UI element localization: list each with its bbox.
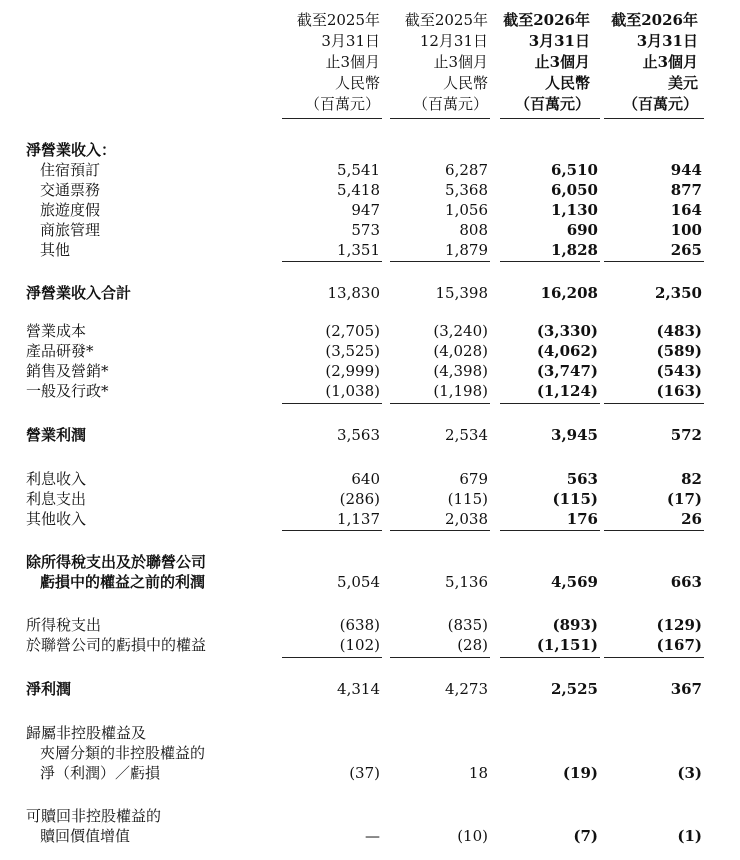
row-label: 利息支出 bbox=[26, 490, 87, 508]
value-cell: (19) bbox=[562, 764, 598, 782]
value-cell: 4,314 bbox=[337, 680, 380, 698]
value-cell: 4,273 bbox=[445, 680, 488, 698]
value-cell: (2,999) bbox=[325, 362, 380, 380]
value-cell: 1,137 bbox=[337, 510, 380, 528]
value-cell: 6,510 bbox=[551, 161, 598, 179]
value-cell: (163) bbox=[656, 382, 702, 400]
value-cell: (4,028) bbox=[433, 342, 488, 360]
value-cell: (543) bbox=[656, 362, 702, 380]
value-cell: 5,054 bbox=[337, 573, 380, 591]
subtotal-rule bbox=[604, 261, 704, 262]
value-cell: 1,130 bbox=[551, 201, 598, 219]
value-cell: 5,136 bbox=[445, 573, 488, 591]
value-cell: (102) bbox=[339, 636, 380, 654]
value-cell: (4,398) bbox=[433, 362, 488, 380]
value-cell: (115) bbox=[552, 490, 598, 508]
row-label: 贖回價值增值 bbox=[40, 827, 131, 845]
value-cell: 26 bbox=[681, 510, 702, 528]
row-label: 營業利潤 bbox=[26, 426, 87, 444]
value-cell: (1,124) bbox=[536, 382, 598, 400]
value-cell: (589) bbox=[656, 342, 702, 360]
subtotal-rule bbox=[390, 261, 490, 262]
value-cell: 2,534 bbox=[445, 426, 488, 444]
row-label: 除所得稅支出及於聯營公司 bbox=[26, 553, 207, 571]
header-underline bbox=[500, 118, 600, 119]
header-line: （百萬元） bbox=[304, 95, 380, 113]
header-line: 止3個月 bbox=[642, 53, 698, 71]
column-header-q1-2026-rmb bbox=[490, 10, 590, 115]
value-cell: 1,828 bbox=[551, 241, 598, 259]
subtotal-rule bbox=[282, 657, 382, 658]
header-line: 截至2026年 bbox=[611, 11, 698, 29]
value-cell: 5,541 bbox=[337, 161, 380, 179]
row-label: 淨利潤 bbox=[26, 680, 72, 698]
subtotal-rule bbox=[500, 530, 600, 531]
value-cell: 573 bbox=[351, 221, 380, 239]
header-line: 截至2025年 bbox=[296, 11, 380, 29]
subtotal-rule bbox=[604, 530, 704, 531]
subtotal-rule bbox=[500, 657, 600, 658]
value-cell: 16,208 bbox=[540, 284, 598, 302]
header-underline bbox=[390, 118, 490, 119]
value-cell: 877 bbox=[670, 181, 702, 199]
value-cell: (17) bbox=[666, 490, 702, 508]
value-cell: 164 bbox=[670, 201, 702, 219]
value-cell: 3,563 bbox=[337, 426, 380, 444]
header-line: 3月31日 bbox=[636, 32, 698, 50]
header-line: （百萬元） bbox=[514, 95, 590, 113]
column-header-q4-2025 bbox=[388, 10, 488, 115]
header-line: 截至2026年 bbox=[503, 11, 590, 29]
value-cell: 572 bbox=[670, 426, 702, 444]
value-cell: 6,050 bbox=[551, 181, 598, 199]
value-cell: 82 bbox=[681, 470, 702, 488]
row-label: 銷售及營銷* bbox=[26, 362, 109, 380]
value-cell: 1,056 bbox=[445, 201, 488, 219]
header-line: 止3個月 bbox=[534, 53, 590, 71]
row-label: 商旅管理 bbox=[40, 221, 101, 239]
value-cell: (7) bbox=[573, 827, 598, 845]
value-cell: (129) bbox=[656, 616, 702, 634]
header-line: 人民幣 bbox=[544, 74, 590, 92]
value-cell: (167) bbox=[656, 636, 702, 654]
header-line: （百萬元） bbox=[412, 95, 488, 113]
subtotal-rule bbox=[282, 261, 382, 262]
value-cell: 5,418 bbox=[337, 181, 380, 199]
value-cell: (3,330) bbox=[536, 322, 598, 340]
header-underline bbox=[282, 118, 382, 119]
value-cell: (483) bbox=[656, 322, 702, 340]
value-cell: (2,705) bbox=[325, 322, 380, 340]
value-cell: 265 bbox=[670, 241, 702, 259]
column-header-q1-2025 bbox=[280, 10, 380, 115]
value-cell: (1) bbox=[677, 827, 702, 845]
value-cell: 1,351 bbox=[337, 241, 380, 259]
header-line: 截至2025年 bbox=[404, 11, 488, 29]
value-cell: 663 bbox=[670, 573, 702, 591]
value-cell: (28) bbox=[457, 636, 488, 654]
value-cell: (3,525) bbox=[325, 342, 380, 360]
header-line: 3月31日 bbox=[321, 32, 380, 50]
value-cell: (3) bbox=[677, 764, 702, 782]
value-cell: 4,569 bbox=[551, 573, 598, 591]
value-cell: (1,198) bbox=[433, 382, 488, 400]
value-cell: 640 bbox=[351, 470, 380, 488]
subtotal-rule bbox=[500, 403, 600, 404]
header-line: 3月31日 bbox=[528, 32, 590, 50]
subtotal-rule bbox=[604, 657, 704, 658]
subtotal-rule bbox=[282, 530, 382, 531]
value-cell: 367 bbox=[670, 680, 702, 698]
subtotal-rule bbox=[390, 530, 490, 531]
row-label: 於聯營公司的虧損中的權益 bbox=[26, 636, 207, 654]
header-line: 止3個月 bbox=[433, 53, 488, 71]
value-cell: 2,038 bbox=[445, 510, 488, 528]
row-label: 產品研發* bbox=[26, 342, 94, 360]
row-label: 利息收入 bbox=[26, 470, 87, 488]
value-cell: (1,151) bbox=[536, 636, 598, 654]
value-cell: 2,525 bbox=[551, 680, 598, 698]
value-cell: 679 bbox=[459, 470, 488, 488]
value-cell: (3,747) bbox=[536, 362, 598, 380]
row-label: 其他收入 bbox=[26, 510, 87, 528]
value-cell: (3,240) bbox=[433, 322, 488, 340]
value-cell: 3,945 bbox=[551, 426, 598, 444]
row-label: 住宿預訂 bbox=[40, 161, 101, 179]
value-cell: 13,830 bbox=[327, 284, 380, 302]
subtotal-rule bbox=[390, 403, 490, 404]
row-label: 交通票務 bbox=[40, 181, 101, 199]
value-cell: 1,879 bbox=[445, 241, 488, 259]
header-line: （百萬元） bbox=[622, 95, 698, 113]
value-cell: 100 bbox=[670, 221, 702, 239]
value-cell: 808 bbox=[459, 221, 488, 239]
value-cell: 176 bbox=[566, 510, 598, 528]
value-cell: (37) bbox=[349, 764, 380, 782]
value-cell: 947 bbox=[351, 201, 380, 219]
value-cell: (10) bbox=[457, 827, 488, 845]
value-cell: (115) bbox=[447, 490, 488, 508]
row-label: 旅遊度假 bbox=[40, 201, 101, 219]
value-cell: 6,287 bbox=[445, 161, 488, 179]
row-label: 其他 bbox=[40, 241, 71, 259]
value-cell: 2,350 bbox=[655, 284, 702, 302]
row-label: 營業成本 bbox=[26, 322, 87, 340]
value-cell: (893) bbox=[552, 616, 598, 634]
header-line: 美元 bbox=[667, 74, 698, 92]
header-line: 人民幣 bbox=[442, 74, 488, 92]
row-label: 淨營業收入合計 bbox=[26, 284, 132, 302]
value-cell: 5,368 bbox=[445, 181, 488, 199]
value-cell: — bbox=[365, 827, 380, 845]
row-label: 歸屬非控股權益及 bbox=[26, 724, 147, 742]
subtotal-rule bbox=[604, 403, 704, 404]
value-cell: (4,062) bbox=[536, 342, 598, 360]
row-label: 淨（利潤）／虧損 bbox=[40, 764, 161, 782]
header-line: 人民幣 bbox=[334, 74, 380, 92]
subtotal-rule bbox=[390, 657, 490, 658]
value-cell: 18 bbox=[468, 764, 488, 782]
subtotal-rule bbox=[500, 261, 600, 262]
column-header-q1-2026-usd bbox=[598, 10, 698, 115]
subtotal-rule bbox=[282, 403, 382, 404]
header-line: 止3個月 bbox=[325, 53, 380, 71]
row-label: 可贖回非控股權益的 bbox=[26, 807, 162, 825]
header-underline bbox=[604, 118, 704, 119]
value-cell: 563 bbox=[566, 470, 598, 488]
row-label: 所得稅支出 bbox=[26, 616, 102, 634]
row-label: 夾層分類的非控股權益的 bbox=[40, 744, 206, 762]
row-label: 虧損中的權益之前的利潤 bbox=[40, 573, 206, 591]
value-cell: (1,038) bbox=[325, 382, 380, 400]
value-cell: (286) bbox=[339, 490, 380, 508]
value-cell: 15,398 bbox=[435, 284, 488, 302]
row-label: 一般及行政* bbox=[26, 382, 109, 400]
value-cell: (638) bbox=[339, 616, 380, 634]
value-cell: 944 bbox=[670, 161, 702, 179]
value-cell: (835) bbox=[447, 616, 488, 634]
value-cell: 690 bbox=[566, 221, 598, 239]
header-line: 12月31日 bbox=[419, 32, 488, 50]
row-label: 淨營業收入： bbox=[26, 141, 117, 159]
